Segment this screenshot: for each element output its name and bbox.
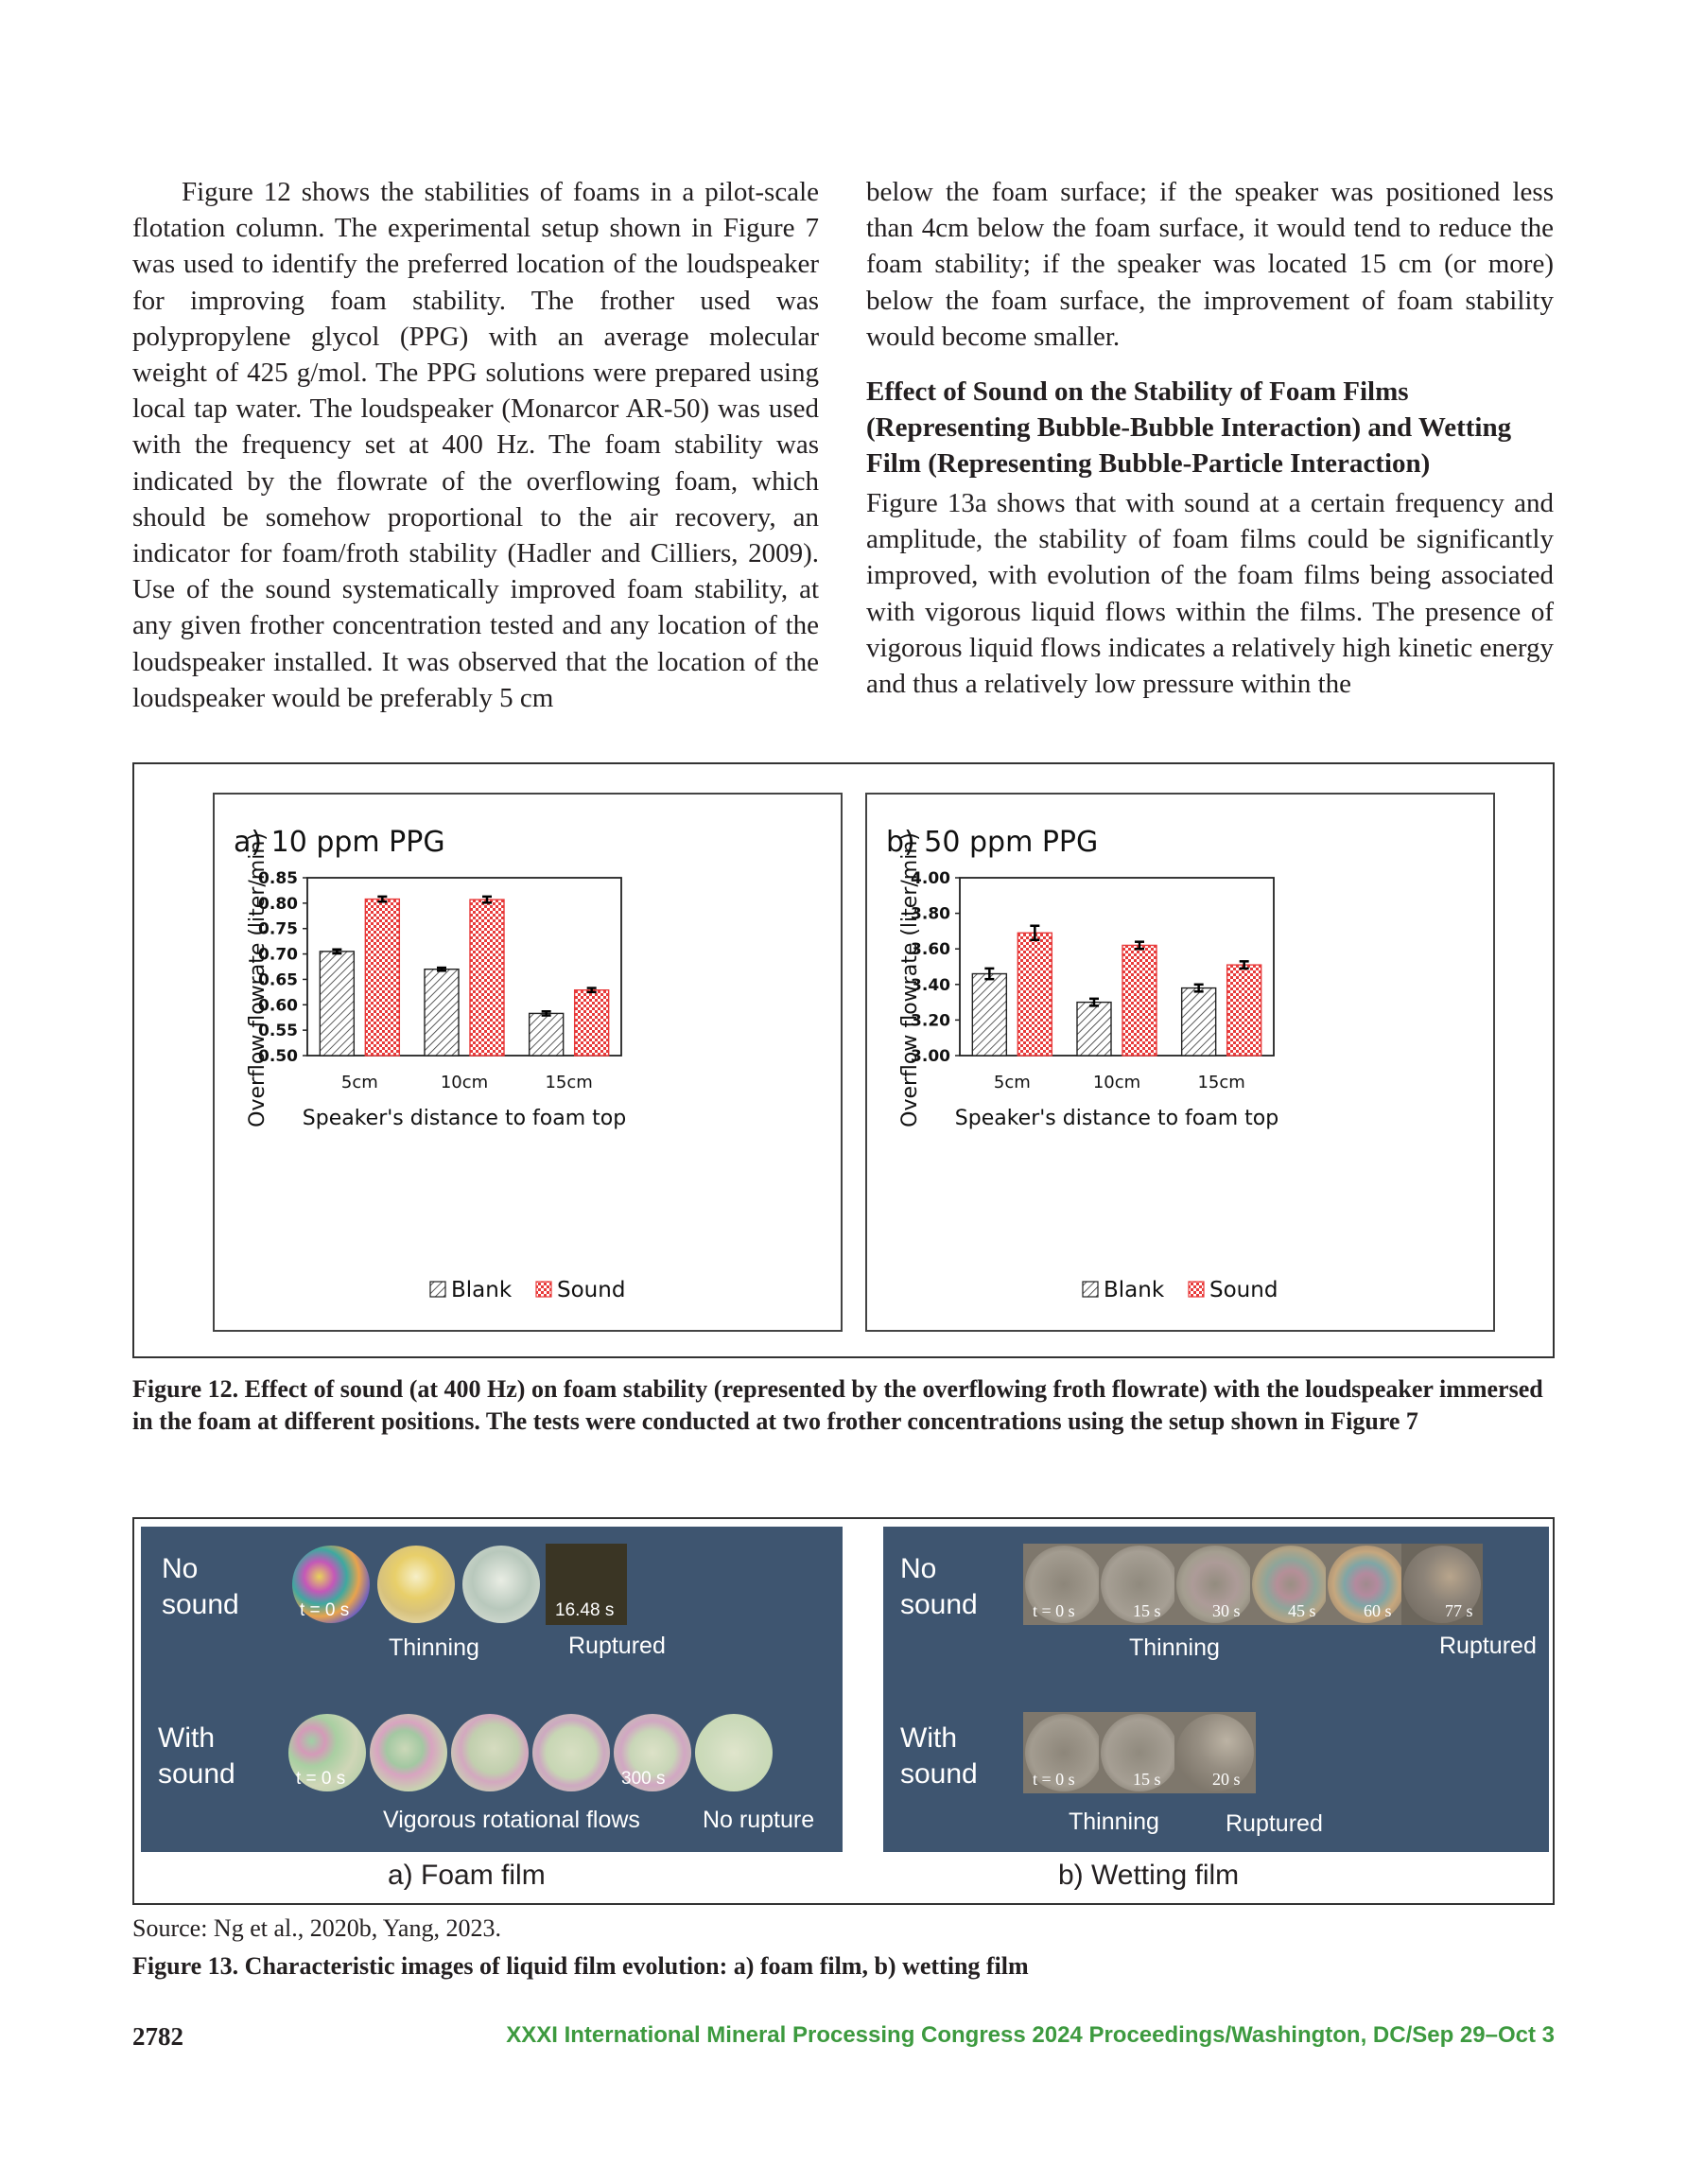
body-paragraph: Figure 13a shows that with sound at a certain frequency and amplitude, the stability of foam films could be significantly improved, with evolution of the foam films being associated with vigorous liquid flows within the films. The presence of vigorous liquid flows indicates a relatively high kinetic energy and thus a relatively low pressure within the: [866, 488, 1554, 700]
time-label: t = 0 s: [300, 1600, 350, 1620]
ruptured-label: Ruptured: [568, 1633, 666, 1659]
ruptured-label: Ruptured: [1226, 1810, 1323, 1837]
page-number: 2782: [132, 2022, 183, 2051]
time-label: 15 s: [1133, 1601, 1161, 1620]
x-tick-label: 15cm: [1197, 1073, 1245, 1092]
time-label: 20 s: [1212, 1770, 1241, 1789]
x-tick-label: 15cm: [545, 1073, 593, 1092]
film-image: [1174, 1712, 1256, 1793]
ruptured-label: Ruptured: [1439, 1633, 1537, 1659]
vigorous-flows-label: Vigorous rotational flows: [383, 1807, 640, 1833]
film-image: [290, 1544, 372, 1625]
bar-blank: [530, 1013, 564, 1056]
film-image: [693, 1712, 774, 1793]
legend-swatch-sound: [536, 1282, 551, 1297]
time-label: 16.48 s: [555, 1600, 615, 1620]
film-image: [1023, 1712, 1104, 1793]
y-tick-label: 0.60: [258, 996, 298, 1016]
bar-blank: [425, 970, 459, 1056]
film-disc: [462, 1546, 540, 1623]
thinning-label: Thinning: [1069, 1808, 1159, 1835]
film-image: [1326, 1544, 1407, 1625]
with-sound-label: With sound: [900, 1722, 978, 1790]
film-disc: [695, 1714, 773, 1791]
film-image: [1023, 1544, 1104, 1625]
bar-chart-b: [867, 795, 1493, 1330]
figure-12-caption: Figure 12. Effect of sound (at 400 Hz) on foam stability (represented by the overflowing froth flowrate) with the loudspeaker immersed in the foam at different positions. The tests were conducted at two frother concentrations using the setup shown in Figure 7: [132, 1375, 1543, 1435]
y-tick-label: 3.20: [911, 1011, 950, 1031]
film-disc: [377, 1546, 455, 1623]
bar-sound: [1017, 933, 1052, 1056]
right-column: [866, 174, 1554, 702]
time-label: t = 0 s: [1033, 1770, 1075, 1789]
film-image: [1250, 1544, 1331, 1625]
bar-sound: [470, 900, 504, 1056]
film-image: [546, 1544, 627, 1625]
left-column: [132, 174, 819, 716]
film-image: [1099, 1544, 1180, 1625]
foam-film-panel: [141, 1527, 843, 1852]
with-sound-label: With sound: [158, 1722, 235, 1790]
bar-chart-a: [215, 795, 841, 1330]
bar-sound: [1122, 945, 1157, 1056]
y-tick-label: 0.65: [258, 970, 298, 990]
bar-sound: [365, 900, 399, 1056]
film-disc: [370, 1714, 447, 1791]
section-heading: Effect of Sound on the Stability of Foam Films (Representing Bubble-Bubble Interaction) and Wetting Film (Representing Bubble-Particle Interaction): [866, 376, 1512, 480]
legend-label-sound: Sound: [1209, 1278, 1278, 1302]
time-label: 300 s: [621, 1769, 666, 1789]
time-label: t = 0 s: [296, 1769, 346, 1789]
legend-label-blank: Blank: [451, 1278, 513, 1302]
film-image: [461, 1544, 542, 1625]
y-tick-label: 3.00: [911, 1047, 950, 1066]
time-label: 45 s: [1288, 1601, 1316, 1620]
film-image: [1174, 1544, 1256, 1625]
y-axis-label: Overflow flowrate (liter/min): [246, 832, 270, 1127]
film-disc: [532, 1714, 610, 1791]
x-axis-label: Speaker's distance to foam top: [954, 1107, 1279, 1130]
legend-swatch-blank: [1083, 1282, 1098, 1297]
x-tick-label: 5cm: [993, 1073, 1031, 1092]
chart-panel-a: [213, 793, 843, 1332]
film-image: [1099, 1712, 1180, 1793]
bar-blank: [320, 952, 354, 1056]
legend-label-blank: Blank: [1104, 1278, 1165, 1302]
time-label: 60 s: [1364, 1601, 1392, 1620]
y-tick-label: 3.60: [911, 940, 950, 960]
y-tick-label: 3.80: [911, 904, 950, 924]
film-image: [612, 1712, 693, 1793]
body-paragraph: below the foam surface; if the speaker was positioned less than 4cm below the foam surface, it would tend to reduce the foam stability; if the speaker was located 15 cm (or more) below the foam surface, the improvement of foam stability would become smaller.: [866, 177, 1554, 352]
x-tick-label: 10cm: [1092, 1073, 1141, 1092]
bar-blank: [1182, 988, 1216, 1056]
y-tick-label: 0.75: [258, 919, 298, 939]
chart-title: b) 50 ppm PPG: [886, 826, 1099, 859]
film-image: [368, 1712, 449, 1793]
no-sound-label: No sound: [900, 1553, 978, 1620]
film-image: [1401, 1544, 1483, 1625]
time-label: 15 s: [1133, 1770, 1161, 1789]
y-axis-label: Overflow flowrate (liter/min): [898, 832, 922, 1127]
x-axis-label: Speaker's distance to foam top: [302, 1107, 627, 1130]
y-tick-label: 3.40: [911, 975, 950, 995]
time-label: t = 0 s: [1033, 1601, 1075, 1620]
figure-13: [132, 1517, 1555, 1905]
x-tick-label: 5cm: [340, 1073, 378, 1092]
legend-swatch-sound: [1189, 1282, 1204, 1297]
thinning-label: Thinning: [389, 1634, 479, 1661]
no-sound-label: No sound: [162, 1553, 239, 1620]
source-line: Source: Ng et al., 2020b, Yang, 2023.: [132, 1914, 501, 1942]
conference-footer: XXXI International Mineral Processing Congress 2024 Proceedings/Washington, DC/Sep 29–Oct 3: [506, 2022, 1555, 2048]
y-tick-label: 0.80: [258, 894, 298, 914]
wetting-film-subcaption: b) Wetting film: [1058, 1860, 1240, 1891]
foam-film-subcaption: a) Foam film: [388, 1860, 546, 1891]
legend-label-sound: Sound: [557, 1278, 626, 1302]
y-tick-label: 0.50: [258, 1047, 298, 1066]
y-tick-label: 4.00: [911, 869, 950, 888]
bar-blank: [1077, 1003, 1111, 1056]
chart-title: a) 10 ppm PPG: [234, 826, 445, 859]
wetting-film-panel: [883, 1527, 1549, 1852]
bar-sound: [575, 990, 609, 1056]
film-image: [287, 1712, 368, 1793]
chart-panel-b: [865, 793, 1495, 1332]
bar-blank: [972, 974, 1006, 1056]
thinning-label: Thinning: [1129, 1634, 1220, 1661]
film-disc: [451, 1714, 529, 1791]
y-tick-label: 0.55: [258, 1022, 298, 1041]
figure-12: [132, 762, 1555, 1358]
x-tick-label: 10cm: [440, 1073, 489, 1092]
no-rupture-label: No rupture: [703, 1807, 815, 1833]
legend-swatch-blank: [430, 1282, 445, 1297]
film-image: [375, 1544, 457, 1625]
bar-sound: [1227, 965, 1261, 1056]
time-label: 77 s: [1445, 1601, 1473, 1620]
film-image: [449, 1712, 530, 1793]
y-tick-label: 0.70: [258, 945, 298, 965]
y-tick-label: 0.85: [258, 869, 298, 888]
figure-13-caption: Figure 13. Characteristic images of liquid film evolution: a) foam film, b) wetting film: [132, 1952, 1029, 1980]
time-label: 30 s: [1212, 1601, 1241, 1620]
body-paragraph: Figure 12 shows the stabilities of foams in a pilot-scale flotation column. The experimental setup shown in Figure 7 was used to identify the preferred location of the loudspeaker for improving foam stability. The frother used was polypropylene glycol (PPG) with an average molecular weight of 425 g/mol. The PPG solutions were prepared using local tap water. The loudspeaker (Monarcor AR-50) was used with the frequency set at 400 Hz. The foam stability was indicated by the flowrate of the overflowing foam, which should be somehow proportional to the air recovery, an indicator for foam/froth stability (Hadler and Cilliers, 2009). Use of the sound systematically improved foam stability, at any given frother concentration tested and any location of the loudspeaker installed. It was observed that the location of the loudspeaker would be preferably 5 cm: [132, 177, 819, 713]
film-image: [530, 1712, 612, 1793]
